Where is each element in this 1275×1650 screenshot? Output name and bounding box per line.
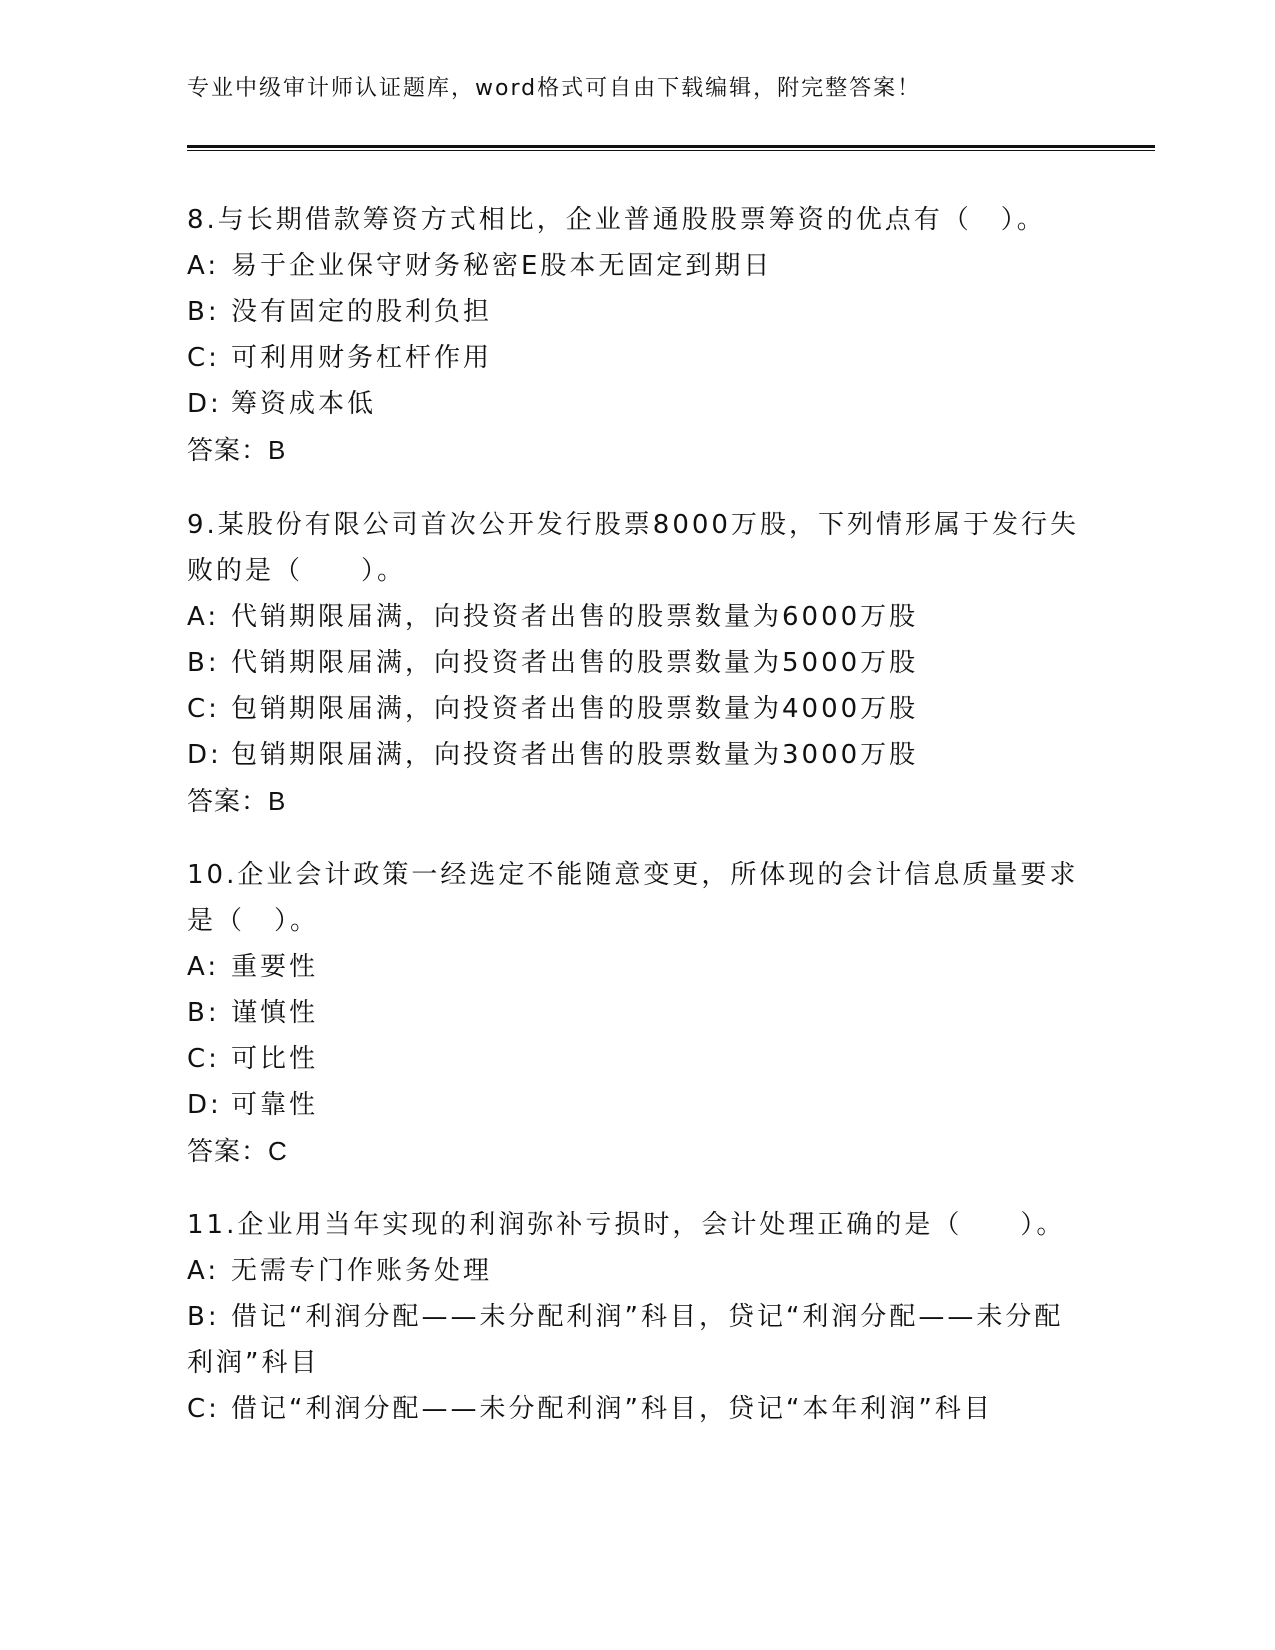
- question-title: 11.企业用当年实现的利润弥补亏损时，会计处理正确的是（ ）。: [187, 1210, 1066, 1240]
- option-c: C: 借记“利润分配——未分配利润”科目，贷记“本年利润”科目: [187, 1394, 993, 1424]
- option-a: A: 无需专门作账务处理: [187, 1256, 493, 1286]
- question-9: [187, 502, 1087, 824]
- option-a: A: 易于企业保守财务秘密E股本无固定到期日: [187, 251, 773, 281]
- option-c: C: 包销期限届满，向投资者出售的股票数量为4000万股: [187, 694, 919, 724]
- option-b: B: 谨慎性: [187, 998, 319, 1028]
- question-8: [187, 197, 1087, 473]
- question-11: [187, 1202, 1087, 1432]
- option-d: D: 包销期限届满，向投资者出售的股票数量为3000万股: [187, 740, 919, 770]
- option-b: B: 借记“利润分配——未分配利润”科目，贷记“利润分配——未分配利润”科目: [187, 1302, 1064, 1378]
- option-d: D: 筹资成本低: [187, 389, 377, 419]
- answer-text: 答案：B: [187, 435, 287, 465]
- option-b: B: 没有固定的股利负担: [187, 297, 493, 327]
- option-c: C: 可利用财务杠杆作用: [187, 343, 493, 373]
- answer-text: 答案：C: [187, 1136, 288, 1166]
- page-header: 专业中级审计师认证题库，word格式可自由下载编辑，附完整答案！: [187, 76, 922, 101]
- answer-text: 答案：B: [187, 786, 287, 816]
- header-rule-thin: [187, 150, 1155, 151]
- question-title: 8.与长期借款筹资方式相比，企业普通股股票筹资的优点有（ ）。: [187, 205, 1046, 235]
- option-d: D: 可靠性: [187, 1090, 319, 1120]
- option-c: C: 可比性: [187, 1044, 319, 1074]
- option-a: A: 重要性: [187, 952, 319, 982]
- option-b: B: 代销期限届满，向投资者出售的股票数量为5000万股: [187, 648, 919, 678]
- question-title: 9.某股份有限公司首次公开发行股票8000万股，下列情形属于发行失败的是（ ）。: [187, 510, 1079, 586]
- question-10: [187, 852, 1087, 1174]
- question-title: 10.企业会计政策一经选定不能随意变更，所体现的会计信息质量要求是（ ）。: [187, 860, 1079, 936]
- header-rule-thick: [187, 145, 1155, 148]
- option-a: A: 代销期限届满，向投资者出售的股票数量为6000万股: [187, 602, 919, 632]
